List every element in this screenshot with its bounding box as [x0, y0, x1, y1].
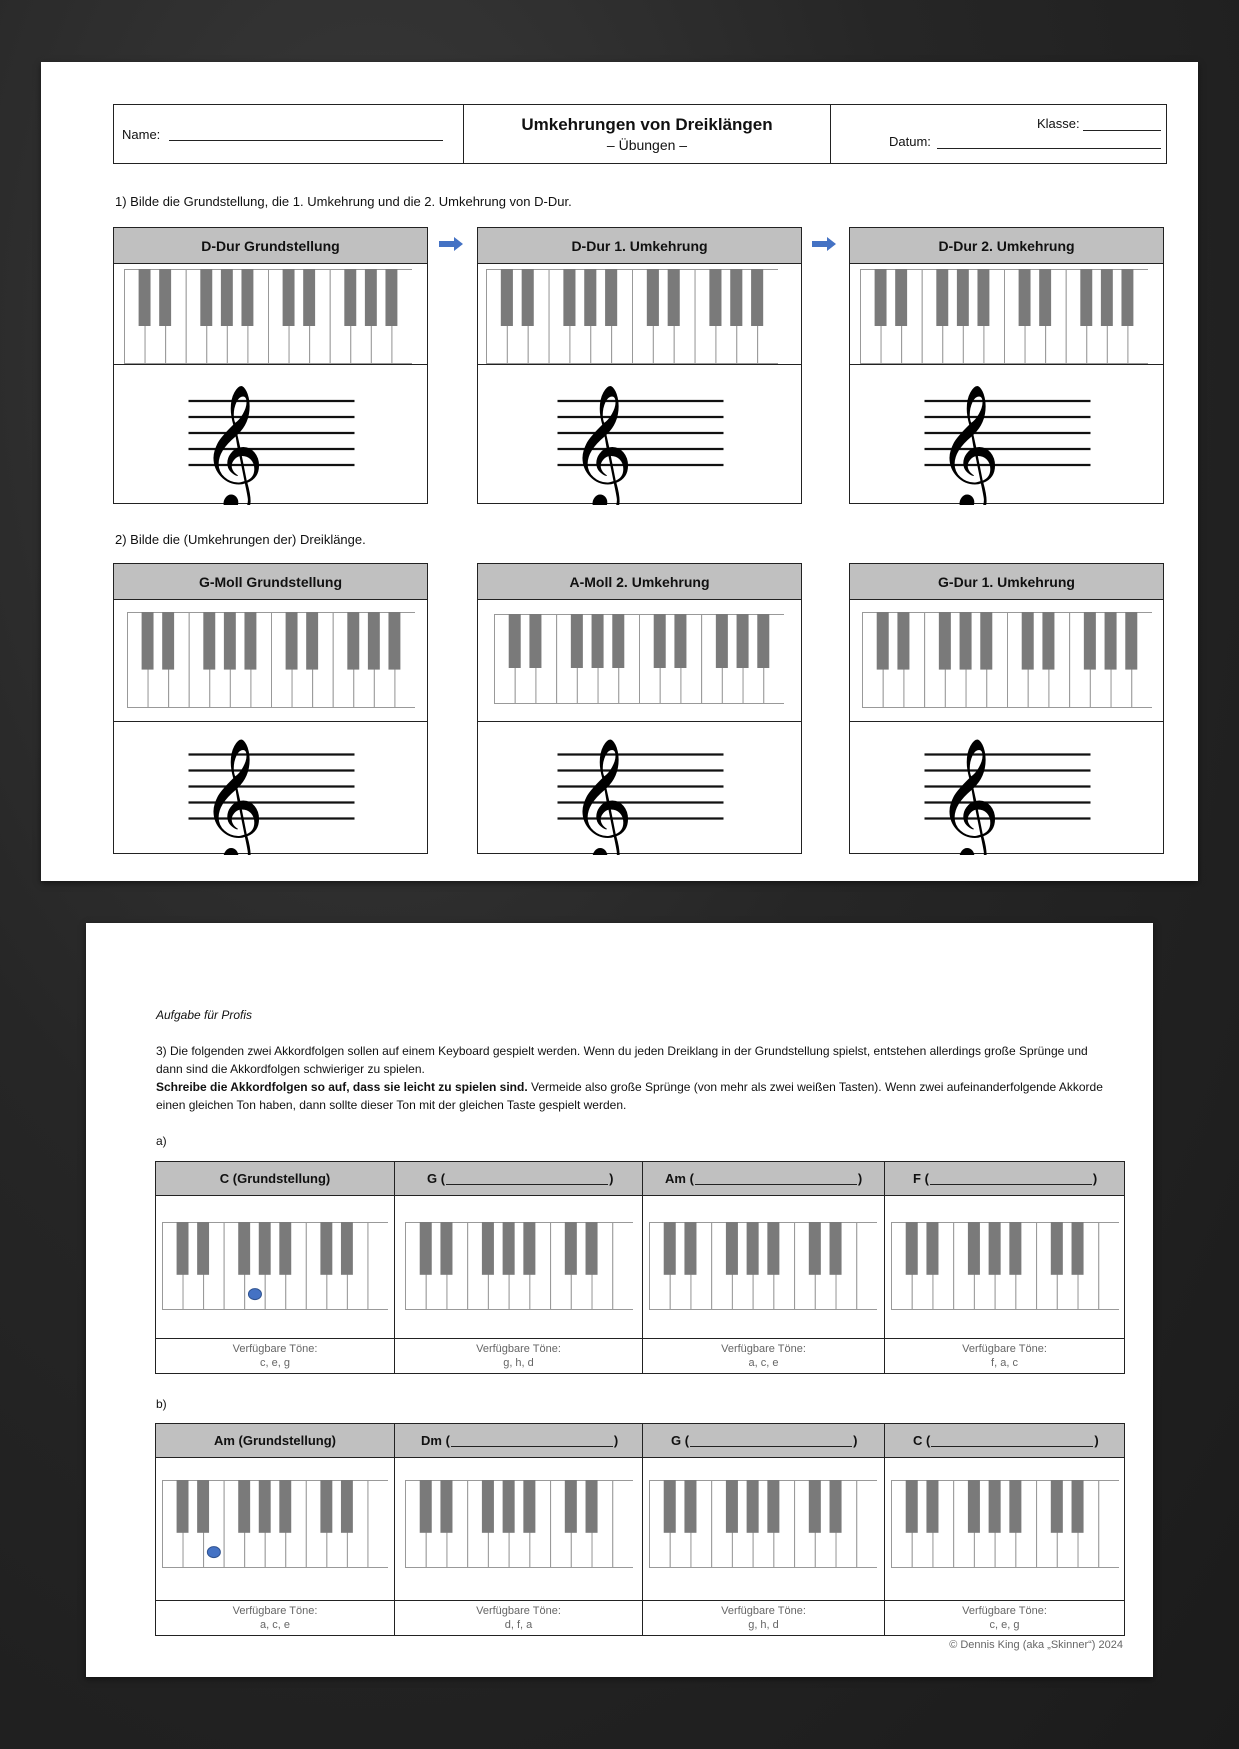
- keyboard-area: [114, 264, 427, 365]
- available-notes: g, h, d: [748, 1619, 779, 1631]
- chord-box-g-minor-root: [113, 563, 428, 854]
- black-key[interactable]: [440, 1222, 452, 1275]
- black-key[interactable]: [957, 269, 969, 326]
- chord-box-a-minor-second-inversion: [477, 563, 802, 854]
- treble-staff[interactable]: [850, 365, 1163, 505]
- black-key[interactable]: [286, 612, 298, 670]
- black-key[interactable]: [259, 1222, 271, 1275]
- answer-blank[interactable]: [451, 1434, 613, 1447]
- chord-box-title: G-Moll Grundstellung: [114, 564, 427, 600]
- chord-name: C: [913, 1433, 923, 1448]
- black-key[interactable]: [747, 1480, 759, 1533]
- paren-close: ): [1094, 1433, 1099, 1448]
- keyboard-cell: [395, 1458, 643, 1601]
- keyboard-area: [114, 600, 427, 722]
- black-key[interactable]: [241, 269, 253, 326]
- black-key[interactable]: [303, 269, 315, 326]
- black-key[interactable]: [420, 1222, 432, 1275]
- white-key[interactable]: [368, 1223, 388, 1310]
- black-key[interactable]: [571, 614, 583, 668]
- paren-close: ): [857, 1171, 863, 1186]
- chord-name: G: [671, 1433, 682, 1448]
- chord-box-d-second-inversion: [849, 227, 1164, 504]
- staff-area: [114, 722, 427, 860]
- black-key[interactable]: [177, 1480, 189, 1533]
- available-notes: c, e, g: [260, 1357, 290, 1369]
- chord-box-title: A-Moll 2. Umkehrung: [478, 564, 801, 600]
- black-key[interactable]: [926, 1480, 938, 1533]
- start-note-marker: [207, 1547, 220, 1558]
- black-key[interactable]: [664, 1222, 676, 1275]
- black-key[interactable]: [1009, 1480, 1021, 1533]
- chord-name: G: [427, 1171, 438, 1186]
- black-key[interactable]: [684, 1480, 696, 1533]
- staff-area: [850, 722, 1163, 860]
- black-key[interactable]: [200, 269, 212, 326]
- white-key[interactable]: [368, 1481, 388, 1568]
- black-key[interactable]: [523, 1480, 535, 1533]
- black-key[interactable]: [279, 1480, 291, 1533]
- black-key[interactable]: [197, 1222, 209, 1275]
- black-key[interactable]: [440, 1480, 452, 1533]
- staff-area: [478, 722, 801, 860]
- paren-open: (: [684, 1433, 690, 1448]
- available-notes-cell: [643, 1601, 885, 1636]
- black-key[interactable]: [895, 269, 907, 326]
- black-key[interactable]: [162, 612, 174, 670]
- white-key[interactable]: [613, 1223, 633, 1310]
- black-key[interactable]: [1125, 612, 1137, 670]
- treble-staff[interactable]: [478, 365, 801, 505]
- black-key[interactable]: [529, 614, 541, 668]
- staff-area: [850, 365, 1163, 510]
- black-key[interactable]: [751, 269, 763, 326]
- piano-keyboard[interactable]: [891, 1480, 1119, 1568]
- chord-name: C (Grundstellung): [219, 1171, 331, 1186]
- black-key[interactable]: [347, 612, 359, 670]
- black-key[interactable]: [1101, 269, 1113, 326]
- black-key[interactable]: [877, 612, 889, 670]
- black-key[interactable]: [674, 614, 686, 668]
- black-key[interactable]: [320, 1222, 332, 1275]
- available-label: Verfügbare Töne:: [721, 1605, 806, 1617]
- black-key[interactable]: [503, 1480, 515, 1533]
- black-key[interactable]: [509, 614, 521, 668]
- keyboard-cell: [885, 1196, 1125, 1339]
- black-key[interactable]: [730, 269, 742, 326]
- black-key[interactable]: [664, 1480, 676, 1533]
- treble-clef-icon: 𝄞: [200, 384, 265, 505]
- black-key[interactable]: [968, 1480, 980, 1533]
- task3-rules: Vermeide also große Sprünge (von mehr als zwei weißen Tasten). Wenn zwei aufeinanderfolgende Akkorde einen gleichen Ton haben, dann sollte dieser Ton mit der gleichen Taste gespielt werden.: [156, 1080, 1103, 1112]
- paren-close: ): [853, 1433, 858, 1448]
- sequence-a-label: a): [156, 1134, 167, 1148]
- piano-keyboard[interactable]: [860, 269, 1148, 364]
- white-key[interactable]: [1099, 1481, 1119, 1568]
- black-key[interactable]: [809, 1222, 821, 1275]
- seq-b-head-3: [643, 1424, 885, 1458]
- black-key[interactable]: [482, 1480, 494, 1533]
- keyboard-cell: [395, 1196, 643, 1339]
- black-key[interactable]: [977, 269, 989, 326]
- chord-name: Am (Grundstellung): [213, 1433, 337, 1448]
- paren-open: (: [924, 1171, 929, 1186]
- keyboard-cell: [156, 1458, 395, 1601]
- keyboard-cell: [643, 1196, 885, 1339]
- treble-staff[interactable]: [114, 365, 427, 505]
- black-key[interactable]: [684, 1222, 696, 1275]
- black-key[interactable]: [420, 1480, 432, 1533]
- available-notes: f, a, c: [991, 1357, 1018, 1369]
- task3-intro: 3) Die folgenden zwei Akkordfolgen sollen auf einem Keyboard gespielt werden. Wenn du jeden Dreiklang in der Grundstellung spielst, entstehen allerdings große Sprünge und dann sind die Akkordfolgen schwieriger zu spielen.: [156, 1044, 1088, 1076]
- keyboard-area: [850, 264, 1163, 365]
- black-key[interactable]: [592, 614, 604, 668]
- black-key[interactable]: [906, 1222, 918, 1275]
- chord-box-title: D-Dur Grundstellung: [114, 228, 427, 264]
- piano-keyboard[interactable]: [486, 269, 778, 364]
- treble-clef-icon: 𝄞: [936, 384, 1001, 505]
- black-key[interactable]: [830, 1222, 842, 1275]
- black-key[interactable]: [1072, 1222, 1084, 1275]
- black-key[interactable]: [565, 1222, 577, 1275]
- treble-clef-icon: 𝄞: [936, 737, 1001, 855]
- name-label: Name:: [122, 127, 161, 142]
- black-key[interactable]: [716, 614, 728, 668]
- black-key[interactable]: [159, 269, 171, 326]
- available-label: Verfügbare Töne:: [962, 1343, 1047, 1355]
- black-key[interactable]: [1080, 269, 1092, 326]
- black-key[interactable]: [482, 1222, 494, 1275]
- black-key[interactable]: [1042, 612, 1054, 670]
- black-key[interactable]: [897, 612, 909, 670]
- black-key[interactable]: [737, 614, 749, 668]
- piano-keyboard[interactable]: [649, 1222, 877, 1310]
- name-field-cell: [114, 105, 464, 163]
- staff-area: [478, 365, 801, 510]
- answer-blank[interactable]: [930, 1172, 1092, 1185]
- answer-blank[interactable]: [446, 1172, 608, 1185]
- available-label: Verfügbare Töne:: [721, 1343, 806, 1355]
- sequence-b-label: b): [156, 1397, 167, 1411]
- black-key[interactable]: [368, 612, 380, 670]
- black-key[interactable]: [939, 612, 951, 670]
- black-key[interactable]: [1051, 1222, 1063, 1275]
- black-key[interactable]: [926, 1222, 938, 1275]
- date-line[interactable]: [937, 148, 1161, 149]
- chord-box-title: G-Dur 1. Umkehrung: [850, 564, 1163, 600]
- paren-close: ): [609, 1171, 614, 1186]
- seq-a-head-4: [885, 1162, 1125, 1196]
- black-key[interactable]: [1039, 269, 1051, 326]
- black-key[interactable]: [726, 1222, 738, 1275]
- worksheet-subtitle: – Übungen –: [606, 137, 688, 153]
- black-key[interactable]: [283, 269, 295, 326]
- seq-b-head-4: [885, 1424, 1125, 1458]
- class-line[interactable]: [1083, 130, 1161, 131]
- black-key[interactable]: [612, 614, 624, 668]
- available-notes-cell: [395, 1601, 643, 1636]
- piano-keyboard[interactable]: [891, 1222, 1119, 1310]
- available-label: Verfügbare Töne:: [476, 1343, 561, 1355]
- black-key[interactable]: [203, 612, 215, 670]
- piano-keyboard[interactable]: [162, 1222, 388, 1310]
- date-label: Datum:: [889, 134, 931, 149]
- black-key[interactable]: [1072, 1480, 1084, 1533]
- black-key[interactable]: [586, 1222, 598, 1275]
- black-key[interactable]: [709, 269, 721, 326]
- black-key[interactable]: [197, 1480, 209, 1533]
- black-key[interactable]: [523, 1222, 535, 1275]
- task3-text: [156, 1042, 1106, 1114]
- available-notes: a, c, e: [260, 1619, 290, 1631]
- meta-cell: [831, 105, 1166, 163]
- white-key[interactable]: [613, 1481, 633, 1568]
- seq-b-head-2: [395, 1424, 643, 1458]
- black-key[interactable]: [259, 1480, 271, 1533]
- paren-open: (: [445, 1433, 450, 1448]
- chord-box-title: D-Dur 1. Umkehrung: [478, 228, 801, 264]
- treble-clef-icon: 𝄞: [569, 384, 634, 505]
- piano-keyboard[interactable]: [124, 269, 412, 364]
- task1-text: 1) Bilde die Grundstellung, die 1. Umkehrung und die 2. Umkehrung von D-Dur.: [115, 194, 572, 209]
- paren-open: (: [689, 1171, 694, 1186]
- black-key[interactable]: [279, 1222, 291, 1275]
- available-label: Verfügbare Töne:: [232, 1343, 318, 1355]
- available-label: Verfügbare Töne:: [962, 1605, 1047, 1617]
- worksheet-page-2: [86, 923, 1153, 1677]
- chord-box-g-major-first-inversion: [849, 563, 1164, 854]
- chord-box-d-first-inversion: [477, 227, 802, 504]
- black-key[interactable]: [1009, 1222, 1021, 1275]
- black-key[interactable]: [647, 269, 659, 326]
- white-key[interactable]: [857, 1481, 877, 1568]
- start-note-marker: [248, 1289, 261, 1300]
- chord-sequence-a: [155, 1161, 1125, 1374]
- black-key[interactable]: [586, 1480, 598, 1533]
- black-key[interactable]: [767, 1480, 779, 1533]
- black-key[interactable]: [238, 1222, 250, 1275]
- piano-keyboard[interactable]: [405, 1222, 633, 1310]
- keyboard-area: [478, 600, 801, 722]
- black-key[interactable]: [654, 614, 666, 668]
- piano-keyboard[interactable]: [405, 1480, 633, 1568]
- black-key[interactable]: [341, 1222, 353, 1275]
- white-key[interactable]: [857, 1223, 877, 1310]
- title-cell: [464, 105, 831, 163]
- black-key[interactable]: [238, 1480, 250, 1533]
- answer-blank[interactable]: [931, 1434, 1093, 1447]
- black-key[interactable]: [221, 269, 233, 326]
- worksheet-page-1: [41, 62, 1198, 881]
- available-notes-cell: [885, 1339, 1125, 1374]
- treble-staff[interactable]: [478, 722, 801, 855]
- worksheet-header: [113, 104, 1167, 164]
- name-line[interactable]: [169, 140, 443, 141]
- answer-blank[interactable]: [690, 1434, 852, 1447]
- seq-a-head-3: [643, 1162, 885, 1196]
- black-key[interactable]: [757, 614, 769, 668]
- available-notes-cell: [643, 1339, 885, 1374]
- black-key[interactable]: [365, 269, 377, 326]
- black-key[interactable]: [1084, 612, 1096, 670]
- black-key[interactable]: [565, 1480, 577, 1533]
- black-key[interactable]: [1105, 612, 1117, 670]
- black-key[interactable]: [388, 612, 400, 670]
- black-key[interactable]: [501, 269, 513, 326]
- black-key[interactable]: [341, 1480, 353, 1533]
- treble-staff[interactable]: [114, 722, 427, 855]
- black-key[interactable]: [668, 269, 680, 326]
- black-key[interactable]: [306, 612, 318, 670]
- seq-b-head-1: [156, 1424, 395, 1458]
- paren-open: (: [926, 1433, 931, 1448]
- piano-keyboard[interactable]: [862, 612, 1152, 708]
- staff-area: [114, 365, 427, 510]
- chord-sequence-b: [155, 1423, 1125, 1636]
- black-key[interactable]: [830, 1480, 842, 1533]
- black-key[interactable]: [320, 1480, 332, 1533]
- black-key[interactable]: [605, 269, 617, 326]
- chord-box-title: D-Dur 2. Umkehrung: [850, 228, 1163, 264]
- black-key[interactable]: [244, 612, 256, 670]
- keyboard-area: [478, 264, 801, 365]
- task2-text: 2) Bilde die (Umkehrungen der) Dreiklänge.: [115, 532, 366, 547]
- black-key[interactable]: [503, 1222, 515, 1275]
- black-key[interactable]: [584, 269, 596, 326]
- black-key[interactable]: [1051, 1480, 1063, 1533]
- keyboard-cell: [885, 1458, 1125, 1601]
- black-key[interactable]: [989, 1222, 1001, 1275]
- arrow-icon: [439, 237, 463, 251]
- available-label: Verfügbare Töne:: [232, 1605, 318, 1617]
- available-notes-cell: [885, 1601, 1125, 1636]
- black-key[interactable]: [936, 269, 948, 326]
- black-key[interactable]: [906, 1480, 918, 1533]
- black-key[interactable]: [563, 269, 575, 326]
- black-key[interactable]: [726, 1480, 738, 1533]
- black-key[interactable]: [989, 1480, 1001, 1533]
- keyboard-cell: [643, 1458, 885, 1601]
- black-key[interactable]: [980, 612, 992, 670]
- paren-close: ): [613, 1433, 619, 1448]
- available-notes-cell: [156, 1339, 395, 1374]
- black-key[interactable]: [809, 1480, 821, 1533]
- black-key[interactable]: [1022, 612, 1034, 670]
- treble-clef-icon: 𝄞: [569, 737, 634, 855]
- class-label: Klasse:: [1037, 116, 1080, 131]
- black-key[interactable]: [960, 612, 972, 670]
- piano-keyboard[interactable]: [127, 612, 415, 708]
- black-key[interactable]: [344, 269, 356, 326]
- black-key[interactable]: [968, 1222, 980, 1275]
- available-label: Verfügbare Töne:: [476, 1605, 561, 1617]
- keyboard-area: [850, 600, 1163, 722]
- available-notes-cell: [395, 1339, 643, 1374]
- black-key[interactable]: [1121, 269, 1133, 326]
- available-notes: d, f, a: [504, 1619, 533, 1631]
- black-key[interactable]: [522, 269, 534, 326]
- black-key[interactable]: [875, 269, 887, 326]
- profi-label: Aufgabe für Profis: [156, 1008, 253, 1022]
- copyright-notice: © Dennis King (aka „Skinner“) 2024: [949, 1639, 1123, 1651]
- seq-a-head-1: [156, 1162, 395, 1196]
- piano-keyboard[interactable]: [649, 1480, 877, 1568]
- arrow-icon: [812, 237, 836, 251]
- black-key[interactable]: [1019, 269, 1031, 326]
- treble-staff[interactable]: [850, 722, 1163, 855]
- black-key[interactable]: [224, 612, 236, 670]
- available-notes: g, h, d: [503, 1357, 534, 1369]
- chord-name: F: [913, 1171, 921, 1186]
- paren-close: ): [1092, 1171, 1098, 1186]
- worksheet-title: Umkehrungen von Dreiklängen: [521, 115, 773, 134]
- available-notes: c, e, g: [989, 1619, 1020, 1631]
- paren-open: (: [440, 1171, 446, 1186]
- black-key[interactable]: [139, 269, 151, 326]
- black-key[interactable]: [747, 1222, 759, 1275]
- seq-a-head-2: [395, 1162, 643, 1196]
- chord-name: Dm: [421, 1433, 442, 1448]
- black-key[interactable]: [385, 269, 397, 326]
- keyboard-cell: [156, 1196, 395, 1339]
- white-key[interactable]: [1099, 1223, 1119, 1310]
- available-notes-cell: [156, 1601, 395, 1636]
- task3-instruction: Schreibe die Akkordfolgen so auf, dass sie leicht zu spielen sind.: [156, 1080, 528, 1094]
- answer-blank[interactable]: [695, 1172, 857, 1185]
- black-key[interactable]: [177, 1222, 189, 1275]
- chord-box-d-root: [113, 227, 428, 504]
- treble-clef-icon: 𝄞: [200, 737, 265, 855]
- piano-keyboard[interactable]: [162, 1480, 388, 1568]
- black-key[interactable]: [142, 612, 154, 670]
- piano-keyboard[interactable]: [494, 614, 784, 704]
- black-key[interactable]: [767, 1222, 779, 1275]
- chord-name: Am: [665, 1171, 686, 1186]
- available-notes: a, c, e: [748, 1357, 779, 1369]
